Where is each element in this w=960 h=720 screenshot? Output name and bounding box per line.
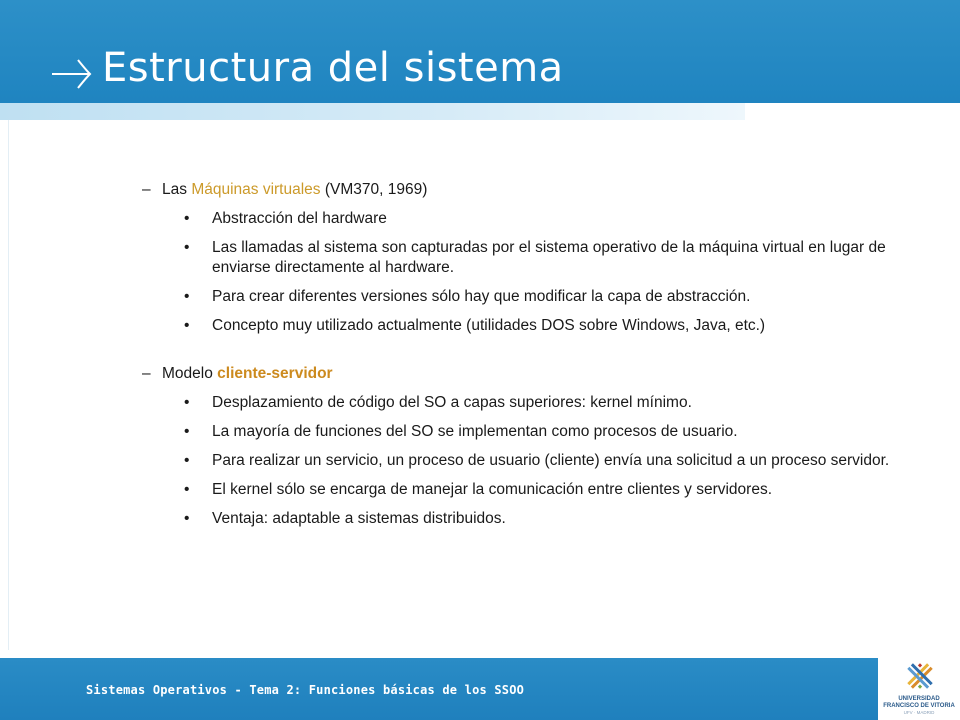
heading-suffix: (VM370, 1969) xyxy=(320,181,428,198)
ufv-logo-icon xyxy=(900,657,940,695)
list-item xyxy=(140,509,932,529)
bullet-marker: • xyxy=(184,317,190,334)
bullet-text: Desplazamiento de código del SO a capas superiores: kernel mínimo. xyxy=(212,394,692,411)
bullet-marker: • xyxy=(184,452,190,469)
heading-highlight: Máquinas virtuales xyxy=(191,181,321,198)
bullet-text: Para crear diferentes versiones sólo hay que modificar la capa de abstracción. xyxy=(212,288,751,305)
bullet-text: Las llamadas al sistema son capturadas por el sistema operativo de la máquina virtual en lugar de enviarse directamente al hardware. xyxy=(212,239,886,276)
heading-prefix: Las xyxy=(162,181,192,198)
bullet-marker: • xyxy=(184,210,190,227)
list-item xyxy=(140,480,932,500)
bullet-text: Ventaja: adaptable a sistemas distribuidos. xyxy=(212,510,506,527)
bullet-marker: • xyxy=(184,288,190,305)
bullet-text: Para realizar un servicio, un proceso de usuario (cliente) envía una solicitud a un proceso servidor. xyxy=(212,452,890,469)
slide-title: Estructura del sistema xyxy=(102,45,564,91)
heading-prefix: Modelo xyxy=(162,365,218,382)
dash-marker: – xyxy=(142,181,151,198)
heading-highlight: cliente-servidor xyxy=(217,365,333,382)
footer-text: Sistemas Operativos - Tema 2: Funciones básicas de los SSOO xyxy=(86,683,525,697)
bullet-text: Abstracción del hardware xyxy=(212,210,387,227)
bullet-text: La mayoría de funciones del SO se implementan como procesos de usuario. xyxy=(212,423,738,440)
header-fade-end xyxy=(745,103,960,120)
list-item xyxy=(140,451,932,471)
left-guide-line xyxy=(8,120,9,650)
slide-content xyxy=(140,180,940,538)
bullet-marker: • xyxy=(184,510,190,527)
heading-virtual-machines xyxy=(140,180,940,200)
heading-client-server xyxy=(140,364,940,384)
bullet-text: El kernel sólo se encarga de manejar la comunicación entre clientes y servidores. xyxy=(212,481,773,498)
list-item xyxy=(140,287,932,307)
dash-marker: – xyxy=(142,365,151,382)
list-item xyxy=(140,393,932,413)
bullet-marker: • xyxy=(184,481,190,498)
logo-name-line1: UNIVERSIDAD xyxy=(898,696,940,702)
bullet-marker: • xyxy=(184,239,190,256)
list-item xyxy=(140,316,932,336)
bullet-marker: • xyxy=(184,423,190,440)
list-item xyxy=(140,209,932,229)
bullet-text: Concepto muy utilizado actualmente (utilidades DOS sobre Windows, Java, etc.) xyxy=(212,317,766,334)
logo-name-line2: FRANCISCO DE VITORIA xyxy=(883,702,955,709)
list-item xyxy=(140,422,932,442)
bullet-marker: • xyxy=(184,394,190,411)
logo-name xyxy=(880,696,958,709)
list-item xyxy=(140,238,932,278)
logo-subtitle: UFV · MADRID xyxy=(903,710,935,715)
header-fade-strip xyxy=(0,103,745,120)
group-spacer xyxy=(140,345,940,364)
arrow-right-icon xyxy=(50,50,94,90)
